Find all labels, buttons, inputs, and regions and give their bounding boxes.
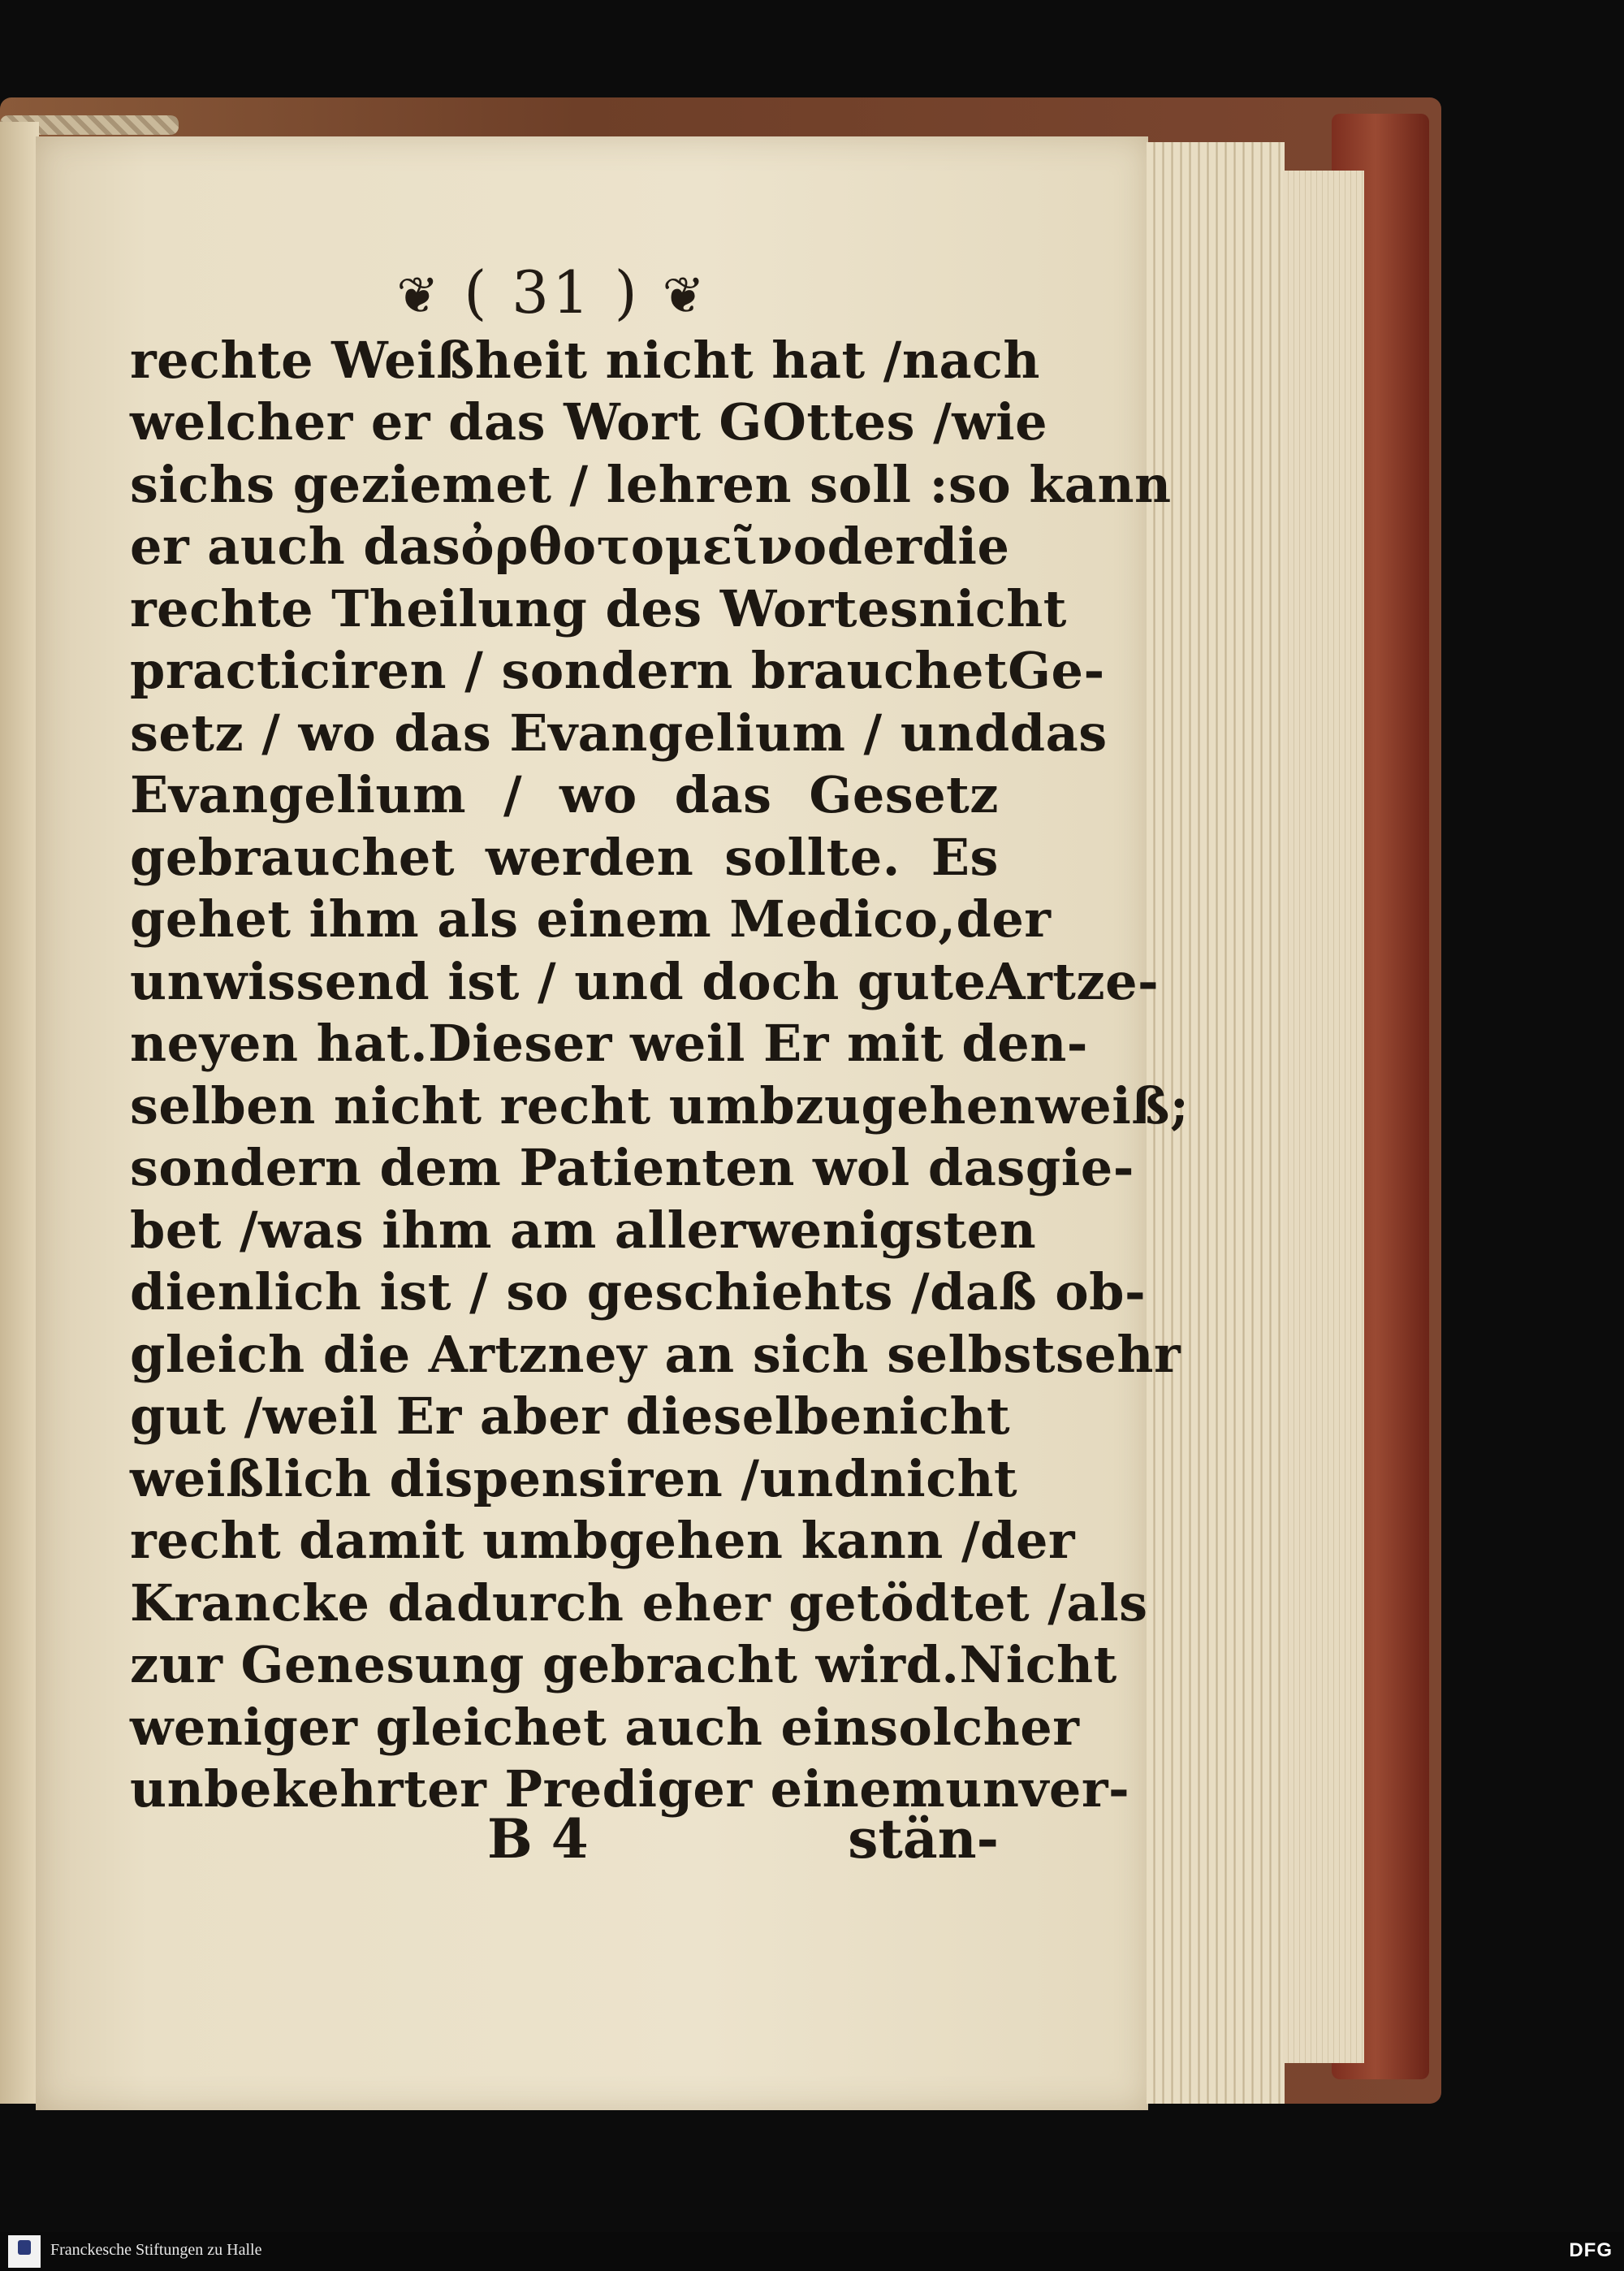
text-segment: er auch das <box>130 517 461 577</box>
text-line <box>130 950 1160 1013</box>
dfg-logo: DFG <box>1569 2239 1613 2261</box>
signature-mark: B 4 <box>487 1807 589 1871</box>
text-segment: was ihm am allerwenigsten <box>258 1200 1037 1260</box>
text-segment: und <box>759 1448 870 1508</box>
text-segment: dienlich ist / so geschiehts / <box>130 1262 931 1322</box>
text-segment: Artze- <box>986 951 1160 1011</box>
text-line <box>130 1572 1148 1634</box>
text-line <box>130 1013 1089 1075</box>
text-segment: wie <box>952 392 1048 452</box>
text-segment: weniger gleichet auch ein <box>130 1697 870 1757</box>
text-line <box>130 1261 1147 1324</box>
text-segment: welcher er das Wort GOttes / <box>130 392 952 452</box>
text-line <box>130 1696 1080 1758</box>
text-line <box>130 1634 1117 1697</box>
text-segment: Evangelium <box>130 765 467 825</box>
text-segment: das <box>674 765 772 825</box>
text-segment: practiciren / sondern brauchet <box>130 641 1009 701</box>
text-segment: solcher <box>870 1697 1080 1757</box>
text-segment: ὀρθοτομεῖν <box>460 517 793 577</box>
text-segment: unver- <box>945 1759 1130 1819</box>
text-line <box>130 1323 1181 1386</box>
text-segment: werden <box>485 827 694 887</box>
text-line <box>130 516 1010 578</box>
text-line <box>130 1386 1011 1448</box>
text-segment: sondern dem Patienten wol das <box>130 1138 1026 1198</box>
text-segment: daß ob- <box>930 1262 1147 1322</box>
text-segment: gut / <box>130 1386 263 1447</box>
ornament-right-icon: ❦ <box>662 266 708 325</box>
text-segment: oder <box>793 517 922 577</box>
text-segment: recht damit umbgehen kann / <box>130 1511 981 1571</box>
text-segment: so kann <box>948 454 1172 514</box>
text-segment: nicht <box>918 578 1067 638</box>
text-line <box>130 577 1067 640</box>
institution-logo-icon <box>8 2235 41 2268</box>
institution-name: Franckesche Stiftungen zu Halle <box>50 2241 262 2259</box>
text-segment: sichs geziemet / lehren soll : <box>130 454 948 514</box>
text-segment: gleich die Artzney an sich selbst <box>130 1324 1056 1384</box>
text-segment: als <box>1066 1572 1148 1633</box>
text-line <box>130 1137 1134 1200</box>
text-segment: der <box>980 1511 1076 1571</box>
text-segment: Nicht <box>959 1635 1117 1695</box>
text-segment: Gesetz <box>809 765 999 825</box>
catchword: stän- <box>848 1807 999 1871</box>
text-segment: der <box>956 889 1052 949</box>
text-line <box>130 391 1048 454</box>
text-line <box>130 1075 1190 1137</box>
page-number: ( 31 ) <box>464 258 641 327</box>
page-block-edges-inner <box>1283 171 1364 2063</box>
text-line <box>130 702 1108 764</box>
text-segment: unbekehrter Prediger einem <box>130 1759 946 1819</box>
text-line <box>130 640 1105 703</box>
left-page-edge <box>0 122 39 2104</box>
ornament-left-icon: ❦ <box>396 266 443 325</box>
text-segment: rechte Weißheit nicht hat / <box>130 330 902 390</box>
text-segment: nicht <box>869 1448 1018 1508</box>
text-segment: bet / <box>130 1200 259 1260</box>
text-line <box>130 889 1052 951</box>
text-line <box>130 453 1172 516</box>
text-segment: sehr <box>1056 1324 1181 1384</box>
text-segment: das <box>1009 703 1108 763</box>
text-segment: selben nicht recht umbzugehen <box>130 1075 1036 1136</box>
text-segment: Es <box>931 827 999 887</box>
text-line <box>130 764 999 827</box>
text-segment: weil Er aber dieselbe <box>262 1386 862 1447</box>
text-segment: weißlich dispensiren / <box>130 1448 760 1508</box>
text-segment: Krancke dadurch eher getödtet / <box>130 1572 1067 1633</box>
page-footer <box>130 1807 999 1880</box>
text-segment: Ge- <box>1008 641 1105 701</box>
text-segment: weiß; <box>1035 1075 1190 1136</box>
page-header <box>357 258 747 327</box>
text-segment: nicht <box>862 1386 1011 1447</box>
text-segment: gehet ihm als einem Medico, <box>130 889 957 949</box>
text-segment: Dieser weil Er mit den- <box>428 1014 1089 1074</box>
text-segment: gie- <box>1025 1138 1134 1198</box>
text-line <box>130 329 1040 391</box>
text-segment: rechte Theilung des Wortes <box>130 578 919 638</box>
text-segment: unwissend ist / und doch gute <box>130 951 987 1011</box>
footer-bar <box>0 2232 1624 2271</box>
text-line <box>130 1199 1037 1261</box>
text-segment: wo <box>559 765 637 825</box>
text-segment: nach <box>901 330 1040 390</box>
text-segment: zur Genesung gebracht wird. <box>130 1635 960 1695</box>
text-segment: / <box>503 765 523 825</box>
text-line <box>130 1447 1018 1510</box>
text-line <box>130 826 999 889</box>
text-segment: neyen hat. <box>130 1014 429 1074</box>
text-segment: die <box>922 517 1010 577</box>
text-segment: sollte. <box>724 827 901 887</box>
text-segment: gebrauchet <box>130 827 455 887</box>
page-text <box>130 329 1190 1820</box>
text-line <box>130 1510 1076 1572</box>
text-segment: setz / wo das Evangelium / und <box>130 703 1010 763</box>
